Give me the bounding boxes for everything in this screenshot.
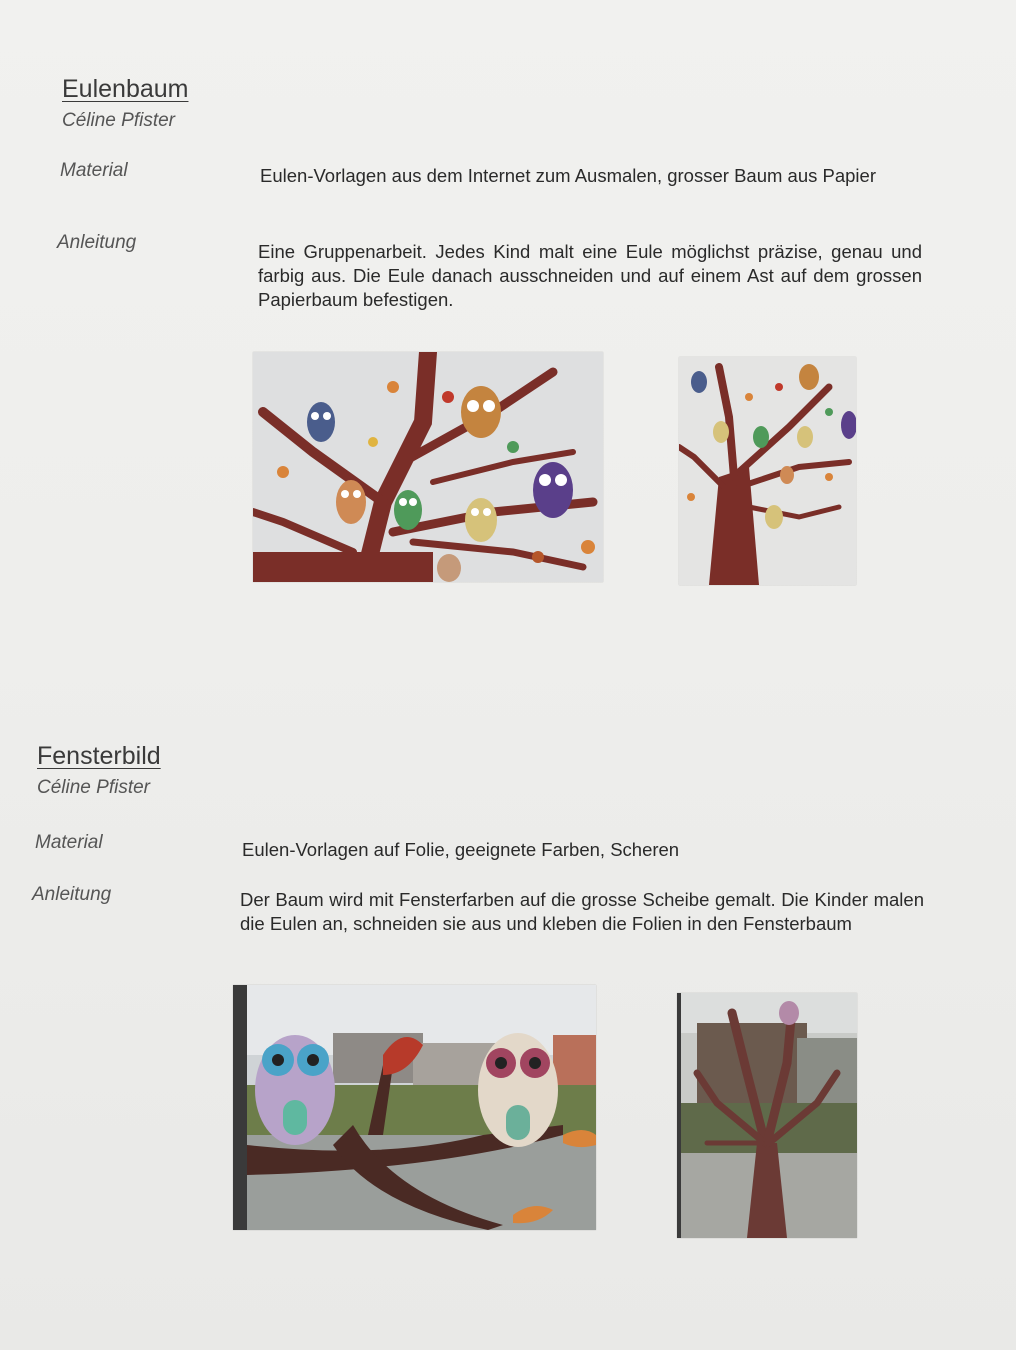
material-text: Eulen-Vorlagen aus dem Internet zum Ausmalen, grosser Baum aus Papier <box>260 165 876 186</box>
anleitung-text: Der Baum wird mit Fensterfarben auf die grosse Scheibe gemalt. Die Kinder malen die Eulen an, schneiden sie aus und kleben die Folien in den Fensterbaum <box>240 889 924 934</box>
anleitung-label: Anleitung <box>32 884 112 905</box>
section-title: Fensterbild <box>37 742 161 770</box>
section-author: Céline Pfister <box>37 777 150 798</box>
section-author: Céline Pfister <box>62 110 175 131</box>
material-label: Material <box>35 832 103 853</box>
photo-window-owls <box>233 985 596 1230</box>
anleitung-text: Eine Gruppenarbeit. Jedes Kind malt eine Eule möglichst präzise, genau und farbig aus. Die Eule danach ausschneiden und auf einem Ast auf dem grossen Papierbaum befestigen. <box>258 241 922 310</box>
photo-owl-tree-closeup <box>253 352 603 582</box>
section-title: Eulenbaum <box>62 75 189 103</box>
material-text: Eulen-Vorlagen auf Folie, geeignete Farben, Scheren <box>242 839 680 860</box>
material-label: Material <box>60 160 128 181</box>
anleitung-label: Anleitung <box>57 232 137 253</box>
photo-owl-tree-full <box>679 357 856 585</box>
section-fensterbild-header <box>37 742 161 799</box>
section-eulenbaum-header <box>62 75 188 132</box>
photo-window-tree <box>677 993 857 1238</box>
